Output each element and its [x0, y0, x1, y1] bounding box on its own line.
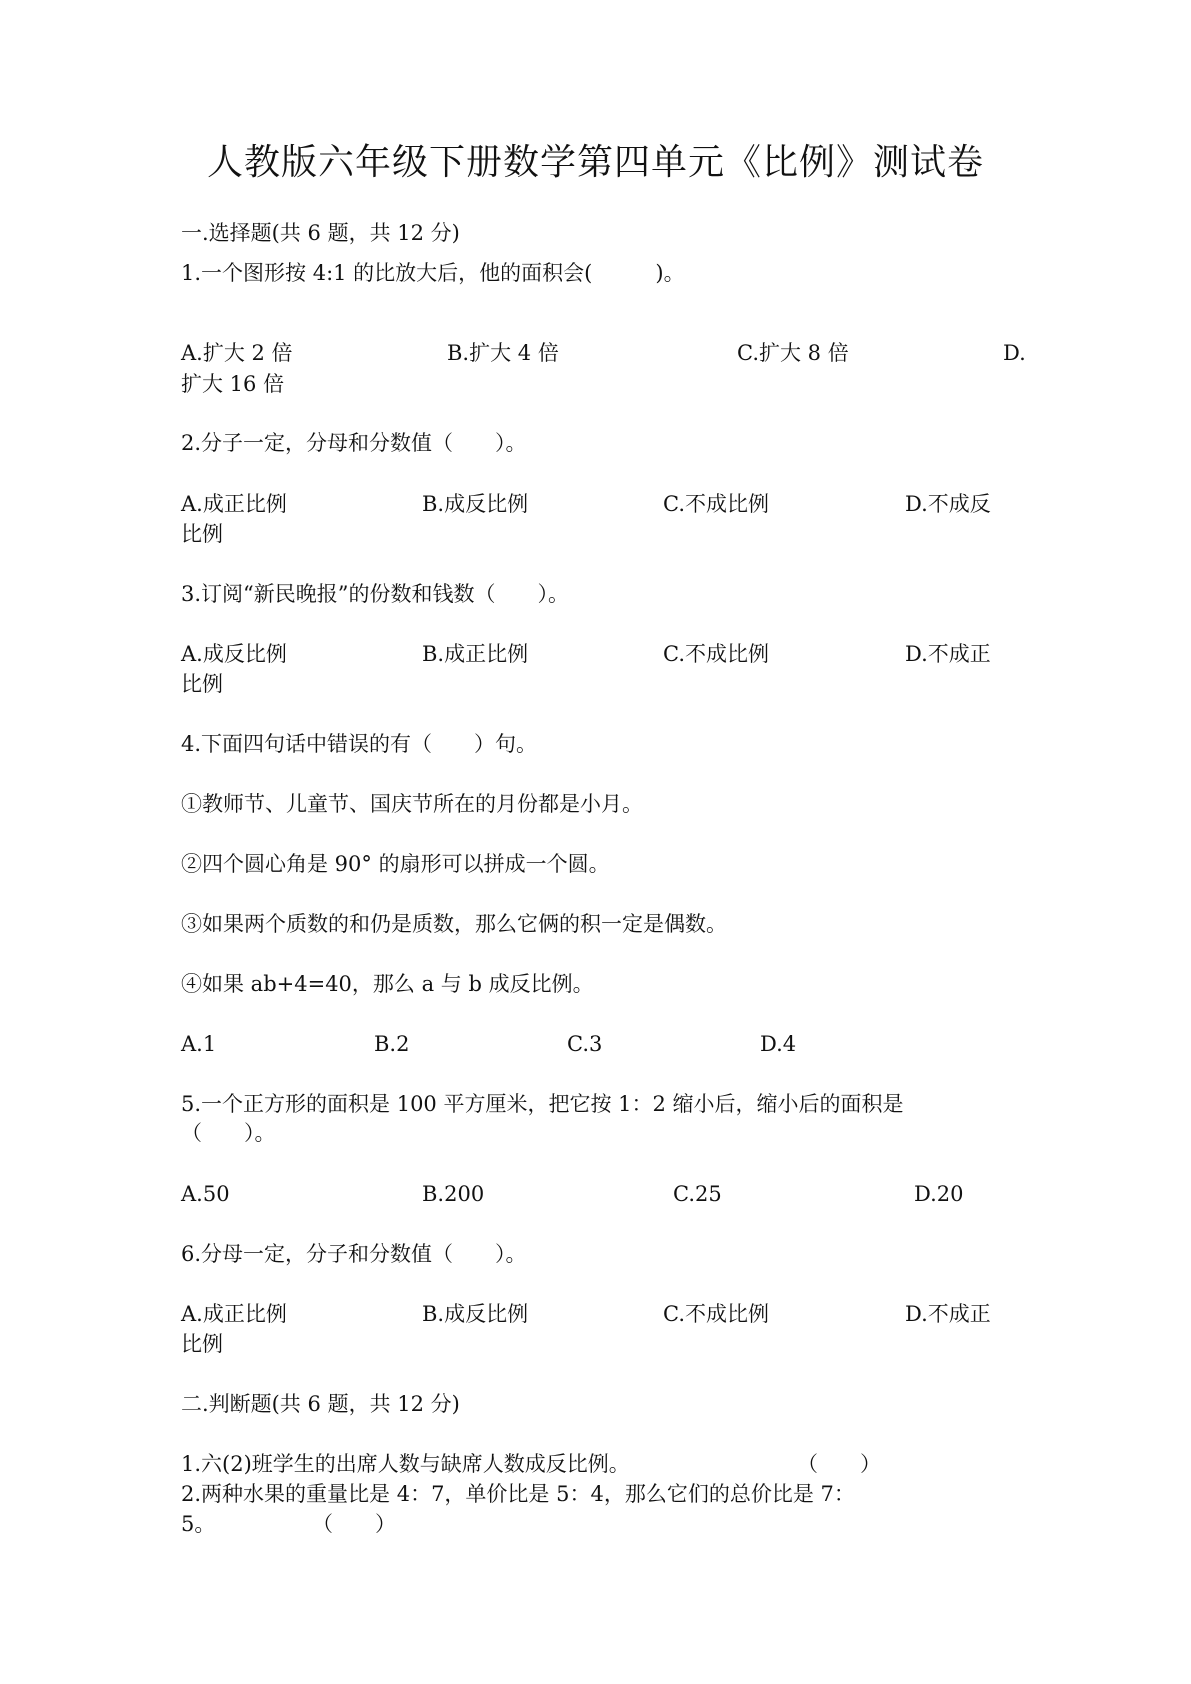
question-1-option-c: C.扩大 8 倍 [737, 341, 849, 365]
question-4-option-d: D.4 [760, 1032, 797, 1056]
question-3-option-d: D.不成正 [905, 642, 991, 666]
question-4-statement-1: ①教师节、儿童节、国庆节所在的月份都是小月。 [181, 792, 643, 816]
page-title: 人教版六年级下册数学第四单元《比例》测试卷 [206, 142, 984, 183]
question-5-option-c: C.25 [673, 1182, 722, 1206]
question-3-option-b: B.成正比例 [422, 642, 529, 666]
question-2-stem: 2.分子一定，分母和分数值（ ）。 [181, 431, 527, 455]
question-4-stem: 4.下面四句话中错误的有（ ）句。 [181, 732, 538, 756]
question-3-option-c: C.不成比例 [663, 642, 769, 666]
question-5-option-d: D.20 [914, 1182, 964, 1206]
question-2-option-d-wrap: 比例 [181, 522, 223, 546]
question-5-stem-continued: （ ）。 [181, 1121, 276, 1145]
question-1-option-d: D. [1003, 341, 1026, 365]
question-4-statement-3: ③如果两个质数的和仍是质数，那么它俩的积一定是偶数。 [181, 912, 727, 936]
question-6-option-c: C.不成比例 [663, 1302, 769, 1326]
question-4-statement-2: ②四个圆心角是 90° 的扇形可以拼成一个圆。 [181, 852, 610, 876]
judgement-2-text-continued: 5。 [181, 1512, 216, 1536]
question-3-option-a: A.成反比例 [181, 642, 287, 666]
question-4-option-a: A.1 [181, 1032, 217, 1056]
question-2-option-c: C.不成比例 [663, 492, 769, 516]
question-6-option-a: A.成正比例 [181, 1302, 287, 1326]
question-4-option-c: C.3 [567, 1032, 603, 1056]
question-1-option-a: A.扩大 2 倍 [181, 341, 293, 365]
question-5-stem: 5.一个正方形的面积是 100 平方厘米，把它按 1：2 缩小后，缩小后的面积是 [181, 1092, 904, 1116]
question-1-stem: 1.一个图形按 4:1 的比放大后，他的面积会( )。 [181, 261, 685, 285]
question-3-option-d-wrap: 比例 [181, 672, 223, 696]
question-5-option-b: B.200 [422, 1182, 485, 1206]
question-1-option-d-wrap: 扩大 16 倍 [181, 372, 285, 396]
question-1-option-b: B.扩大 4 倍 [447, 341, 559, 365]
question-6-stem: 6.分母一定，分子和分数值（ ）。 [181, 1242, 527, 1266]
question-6-option-b: B.成反比例 [422, 1302, 529, 1326]
judgement-1-text: 1.六(2)班学生的出席人数与缺席人数成反比例。 [181, 1452, 630, 1476]
question-2-option-a: A.成正比例 [181, 492, 287, 516]
judgement-2-text: 2.两种水果的重量比是 4：7，单价比是 5：4，那么它们的总价比是 7： [181, 1482, 855, 1506]
section-heading-choice: 一.选择题(共 6 题，共 12 分) [181, 221, 460, 245]
question-2-option-b: B.成反比例 [422, 492, 529, 516]
question-6-option-d-wrap: 比例 [181, 1332, 223, 1356]
question-4-statement-4: ④如果 ab+4=40，那么 a 与 b 成反比例。 [181, 972, 594, 996]
question-6-option-d: D.不成正 [905, 1302, 991, 1326]
judgement-2-blank: （ ） [312, 1512, 396, 1536]
section-heading-judgement: 二.判断题(共 6 题，共 12 分) [181, 1392, 460, 1416]
question-3-stem: 3.订阅“新民晚报”的份数和钱数（ ）。 [181, 582, 570, 606]
question-4-option-b: B.2 [374, 1032, 410, 1056]
question-5-option-a: A.50 [181, 1182, 230, 1206]
judgement-1-blank: （ ） [797, 1452, 881, 1476]
question-2-option-d: D.不成反 [905, 492, 991, 516]
